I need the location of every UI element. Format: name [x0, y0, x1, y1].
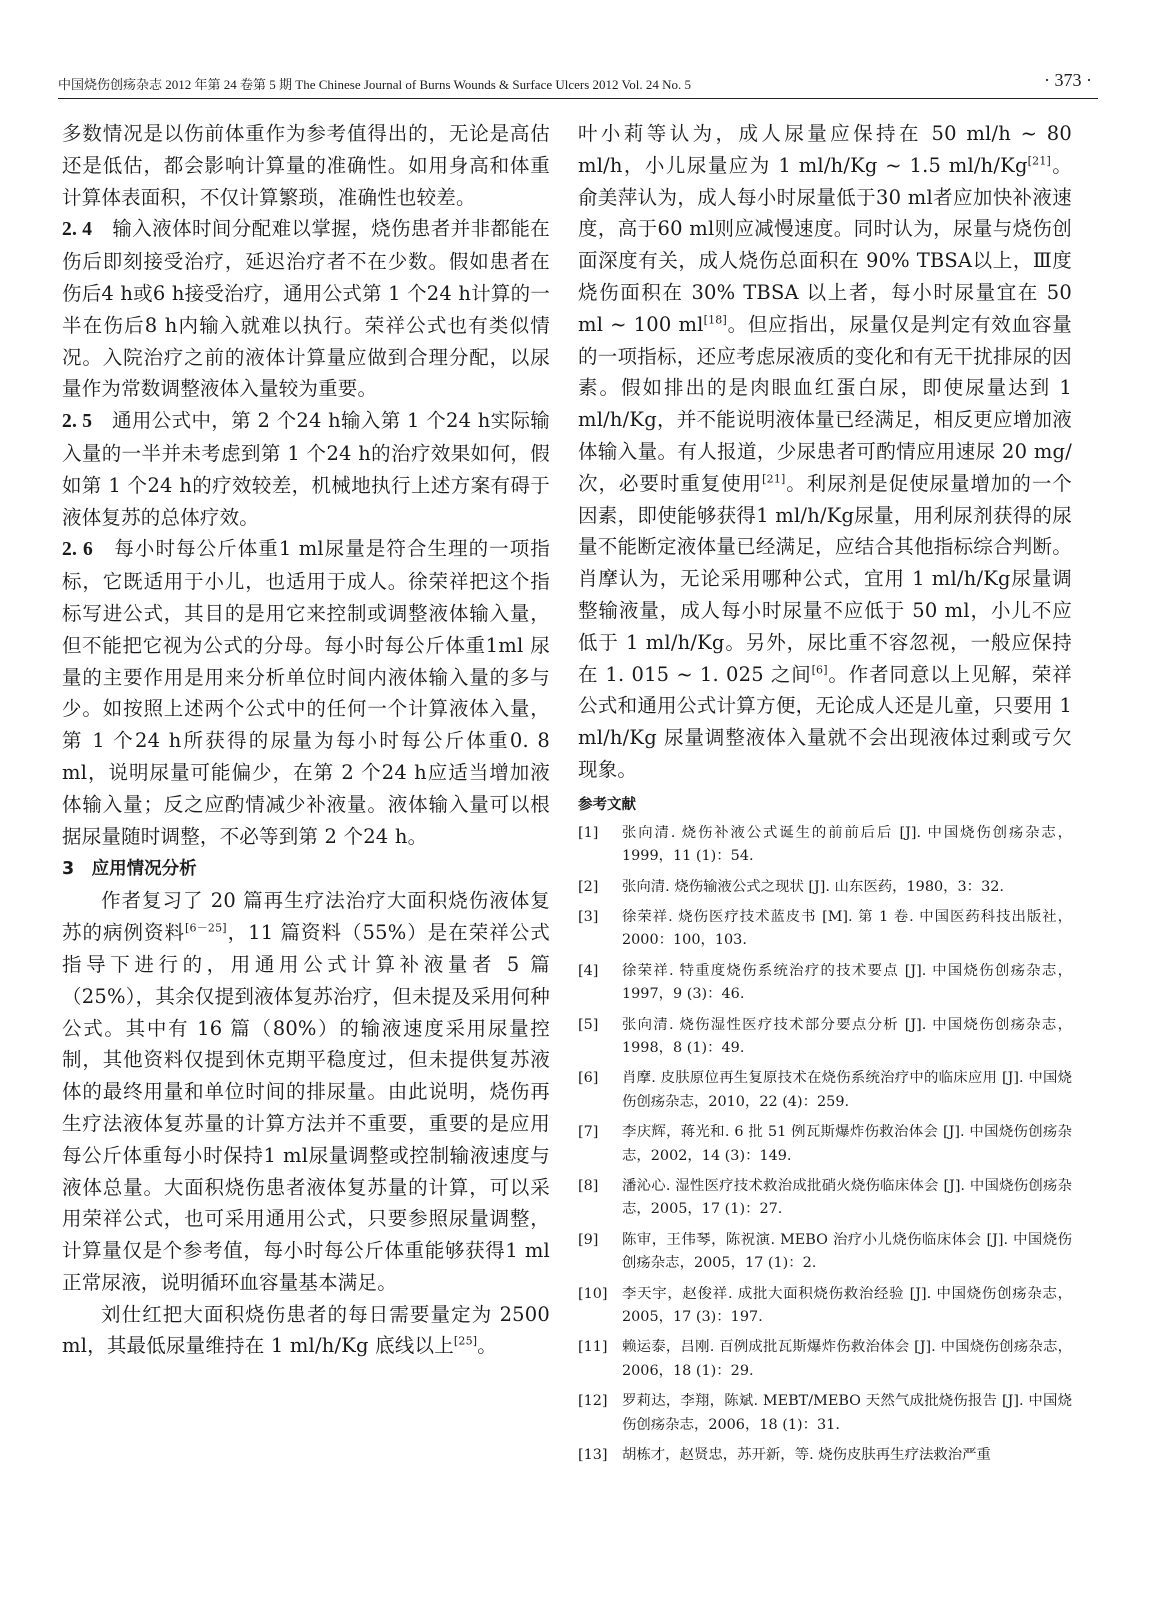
- citation: [6]: [811, 663, 828, 677]
- reference-item: [578, 1229, 1072, 1276]
- section-2-4: [62, 213, 550, 405]
- text-run: 。作者同意以上见解，荣祥公式和通用公式计算方便，无论成人还是儿童，只要用 1 ml/h/Kg 尿量调整液体入量就不会出现液体过剩或亏欠现象。: [578, 662, 1072, 781]
- citation: [21]: [762, 472, 786, 486]
- section-text: 输入液体时间分配难以掌握，烧伤患者并非都能在伤后即刻接受治疗，延迟治疗者不在少数。假如患者在伤后4 h或6 h接受治疗，通用公式第 1 个24 h计算的一半在伤后8 h内输入就难以执行。荣祥公式也有类似情况。入院治疗之前的液体计算量应做到合理分配，以尿量作为常数调整液体入量较为重要。: [62, 217, 550, 401]
- reference-text: 赖运泰，吕刚. 百例成批瓦斯爆炸伤救治体会 [J]. 中国烧伤创疡杂志，2006，18 (1)：29.: [622, 1339, 1072, 1379]
- reference-text: 张向清. 烧伤补液公式诞生的前前后后 [J]. 中国烧伤创疡杂志，1999，11 (1)：54.: [622, 824, 1072, 865]
- reference-item: [578, 822, 1072, 869]
- citation: [18]: [703, 313, 727, 327]
- reference-item: [578, 1283, 1072, 1330]
- reference-number: [10]: [578, 1285, 608, 1302]
- reference-item: [578, 960, 1072, 1007]
- reference-number: [1]: [578, 824, 599, 841]
- reference-item: [578, 1444, 1072, 1467]
- reference-number: [2]: [578, 878, 599, 895]
- reference-text: 胡栋才，赵贤忠，苏开新，等. 烧伤皮肤再生疗法救治严重: [622, 1447, 991, 1464]
- text-run: 刘仕红把大面积烧伤患者的每日需要量定为 2500 ml，其最低尿量维持在 1 ml/h/Kg 底线以上: [62, 1302, 550, 1358]
- text-run: 。但应指出，尿量仅是判定有效血容量的一项指标，还应考虑尿液质的变化和有无干扰排尿的因素。假如排出的是肉眼血红蛋白尿，即使尿量达到 1 ml/h/Kg，并不能说明液体量已经满足，相反更应增加液体输入量。有人报道，少尿患者可酌情应用速尿 20 mg/次，必要时重复使用: [578, 312, 1072, 495]
- reference-item: [578, 1390, 1072, 1437]
- text-run: 。利尿剂是促使尿量增加的一个因素，即使能够获得1 ml/h/Kg尿量，用利尿剂获得的尿量不能断定液体量已经满足，应结合其他指标综合判断。肖摩认为，无论采用哪种公式，宜用 1 ml/h/Kg尿量调整输液量，成人每小时尿量不应低于 50 ml，小儿不应低于 1 ml/h/Kg。另外，尿比重不容忽视，一般应保持在 1. 015 ~ 1. 025 之间: [578, 471, 1072, 686]
- section-3-paragraph-2: [62, 1299, 550, 1363]
- reference-number: [6]: [578, 1070, 599, 1087]
- section-2-6: [62, 533, 550, 852]
- section-number: 2. 5: [62, 411, 93, 433]
- reference-number: [8]: [578, 1178, 599, 1195]
- reference-number: [13]: [578, 1447, 608, 1464]
- reference-number: [4]: [578, 962, 599, 979]
- reference-number: [9]: [578, 1231, 599, 1248]
- citation: [6－25]: [185, 921, 227, 935]
- reference-text: 潘沁心. 湿性医疗技术救治成批硝火烧伤临床体会 [J]. 中国烧伤创疡杂志，2005，17 (1)：27.: [622, 1178, 1072, 1218]
- running-title: 中国烧伤创疡杂志 2012 年第 24 卷第 5 期 The Chinese Journal of Burns Wounds & Surface Ulcers 2012 Vol. 24 No. 5: [58, 77, 692, 92]
- reference-text: 罗莉达，李翔，陈斌. MEBT/MEBO 天然气成批烧伤报告 [J]. 中国烧伤创疡杂志，2006，18 (1)：31.: [622, 1393, 1072, 1433]
- reference-text: 张向清. 烧伤输液公式之现状 [J]. 山东医药，1980，3：32.: [622, 878, 1004, 895]
- running-header: [58, 68, 1098, 99]
- reference-text: 肖摩. 皮肤原位再生复原技术在烧伤系统治疗中的临床应用 [J]. 中国烧伤创疡杂志，2010，22 (4)：259.: [622, 1070, 1072, 1110]
- reference-number: [5]: [578, 1016, 599, 1033]
- text-run: 作者复习了 20 篇再生疗法治疗大面积烧伤液体复苏的病例资料: [62, 889, 550, 945]
- reference-item: [578, 1014, 1072, 1061]
- reference-text: 徐荣祥. 烧伤医疗技术蓝皮书 [M]. 第 1 卷. 中国医药科技出版社，2000：100，103.: [622, 908, 1072, 949]
- text-run: 。俞美萍认为，成人每小时尿量低于30 ml者应加快补液速度，高于60 ml则应减慢速度。同时认为，尿量与烧伤创面深度有关，成人烧伤总面积在 90% TBSA以上，Ⅲ度烧伤面积在 30% TBSA 以上者，每小时尿量宜在 50 ml ~ 100 ml: [578, 153, 1073, 336]
- reference-number: [7]: [578, 1124, 599, 1141]
- section-3-paragraph-1: [62, 885, 550, 1298]
- citation: [25]: [453, 1334, 478, 1348]
- section-text: 通用公式中，第 2 个24 h输入第 1 个24 h实际输入量的一半并未考虑到第 1 个24 h的治疗效果如何，假如第 1 个24 h的疗效较差，机械地执行上述方案有碍于液体复苏的总体疗效。: [62, 409, 550, 529]
- reference-number: [12]: [578, 1393, 608, 1410]
- text-run: ，11 篇资料（55%）是在荣祥公式指导下进行的，用通用公式计算补液量者 5 篇（25%），其余仅提到液体复苏治疗，但未提及采用何种公式。其中有 16 篇（80%）的输液速度采用尿量控制，其他资料仅提到休克期平稳度过，但未提供复苏液体的最终用量和单位时间的排尿量。由此说明，烧伤再生疗法液体复苏量的计算方法并不重要，重要的是应用每公斤体重每小时保持1 ml尿量调整或控制输液速度与液体总量。大面积烧伤患者液体复苏量的计算，可以采用荣祥公式，也可采用通用公式，只要参照尿量调整，计算量仅是个参考值，每小时每公斤体重能够获得1 ml正常尿液，说明循环血容量基本满足。: [62, 921, 550, 1294]
- section-number: 2. 6: [62, 539, 93, 561]
- right-column: [578, 118, 1072, 1474]
- references-title: 参考文献: [578, 796, 636, 813]
- reference-item: [578, 1336, 1072, 1383]
- reference-number: [3]: [578, 908, 599, 925]
- page-number: · 373 ·: [1044, 70, 1092, 90]
- reference-text: 陈审，王伟琴，陈祝演. MEBO 治疗小儿烧伤临床体会 [J]. 中国烧伤创疡杂志，2005，17 (1)：2.: [622, 1231, 1072, 1272]
- section-2-5: [62, 405, 550, 533]
- section-3-heading: 3 应用情况分析: [62, 859, 197, 880]
- right-paragraph: [578, 118, 1072, 786]
- reference-item: [578, 906, 1072, 953]
- section-number: 2. 4: [62, 219, 93, 241]
- text-run: 叶小莉等认为，成人尿量应保持在 50 ml/h ~ 80 ml/h，小儿尿量应为 1 ml/h/Kg ~ 1.5 ml/h/Kg: [578, 122, 1072, 177]
- reference-item: [578, 1067, 1072, 1114]
- reference-text: 李天宇，赵俊祥. 成批大面积烧伤救治经验 [J]. 中国烧伤创疡杂志，2005，17 (3)：197.: [622, 1285, 1072, 1326]
- reference-number: [11]: [578, 1339, 608, 1356]
- reference-item: [578, 1175, 1072, 1222]
- left-column: [62, 118, 550, 1362]
- reference-text: 李庆辉，蒋光和. 6 批 51 例瓦斯爆炸伤救治体会 [J]. 中国烧伤创疡杂志，2002，14 (3)：149.: [622, 1124, 1072, 1164]
- reference-item: [578, 1121, 1072, 1168]
- intro-paragraph: 多数情况是以伤前体重作为参考值得出的，无论是高估还是低估，都会影响计算量的准确性。如用身高和体重计算体表面积，不仅计算繁琐，准确性也较差。: [62, 122, 550, 209]
- reference-list: [578, 822, 1072, 1468]
- citation: [21]: [1027, 154, 1052, 168]
- reference-item: [578, 876, 1072, 899]
- text-run: 。: [477, 1334, 497, 1358]
- reference-text: 徐荣祥. 特重度烧伤系统治疗的技术要点 [J]. 中国烧伤创疡杂志，1997，9 (3)：46.: [622, 962, 1072, 1003]
- reference-text: 张向清. 烧伤湿性医疗技术部分要点分析 [J]. 中国烧伤创疡杂志，1998，8 (1)：49.: [622, 1016, 1072, 1056]
- section-text: 每小时每公斤体重1 ml尿量是符合生理的一项指标，它既适用于小儿，也适用于成人。徐荣祥把这个指标写进公式，其目的是用它来控制或调整液体输入量，但不能把它视为公式的分母。每小时每公斤体重1ml 尿量的主要作用是用来分析单位时间内液体输入量的多与少。如按照上述两个公式中的任何一个计算液体入量，第 1 个24 h所获得的尿量为每小时每公斤体重0. 8 ml，说明尿量可能偏少，在第 2 个24 h应适当增加液体输入量；反之应酌情减少补液量。液体输入量可以根据尿量随时调整，不必等到第 2 个24 h。: [62, 537, 550, 848]
